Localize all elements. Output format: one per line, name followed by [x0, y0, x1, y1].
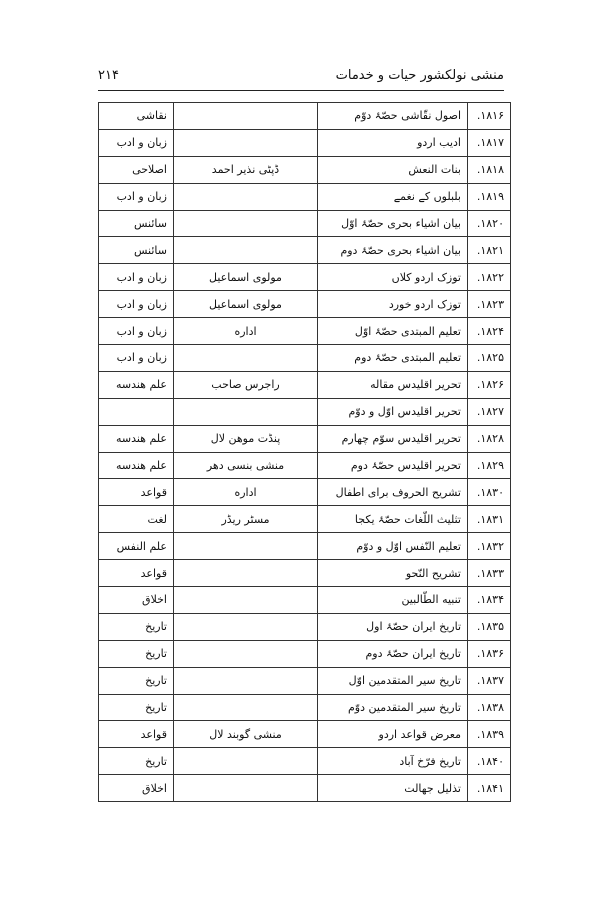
book-title: تاریخ فرّخ آباد	[318, 748, 468, 775]
book-title: تاریخ ایران حصّۂ اول	[318, 613, 468, 640]
table-row	[99, 237, 511, 264]
book-author: مسٹر ریڈر	[174, 506, 318, 533]
table-row	[99, 533, 511, 560]
table-row	[99, 748, 511, 775]
table-row	[99, 210, 511, 237]
entry-number: ۱۸۱۸.	[468, 156, 511, 183]
page-number: ۲۱۴	[98, 67, 119, 83]
book-author: منشی گوبند لال	[174, 721, 318, 748]
book-title: تاریخ ایران حصّۂ دوم	[318, 640, 468, 667]
entry-number: ۱۸۳۵.	[468, 613, 511, 640]
entry-number: ۱۸۲۶.	[468, 371, 511, 398]
entry-number: ۱۸۲۴.	[468, 318, 511, 345]
book-subject: علم النفس	[99, 533, 174, 560]
table-row	[99, 103, 511, 130]
book-author	[174, 694, 318, 721]
entry-number: ۱۸۱۶.	[468, 103, 511, 130]
entry-number: ۱۸۲۱.	[468, 237, 511, 264]
table-row	[99, 345, 511, 372]
book-author: راجرس صاحب	[174, 371, 318, 398]
book-title: اصول نقّاشی حصّۂ دوّم	[318, 103, 468, 130]
table-row	[99, 425, 511, 452]
book-subject: علم هندسه	[99, 425, 174, 452]
book-title: تاریخ سیر المتقدمین اوّل	[318, 667, 468, 694]
table-row	[99, 613, 511, 640]
table-row	[99, 318, 511, 345]
table-row	[99, 587, 511, 614]
book-subject: اخلاق	[99, 587, 174, 614]
book-title: تنبیه الطّالبین	[318, 587, 468, 614]
book-catalog-table	[98, 102, 511, 802]
book-subject: اخلاق	[99, 775, 174, 802]
book-title: تعلیم المبتدی حصّۂ دوم	[318, 345, 468, 372]
book-title: تحریر اقلیدس اوّل و دوّم	[318, 398, 468, 425]
table-row	[99, 667, 511, 694]
book-subject: قواعد	[99, 721, 174, 748]
entry-number: ۱۸۲۷.	[468, 398, 511, 425]
book-title: توزک اردو کلاں	[318, 264, 468, 291]
entry-number: ۱۸۲۲.	[468, 264, 511, 291]
page-header	[98, 64, 504, 86]
book-subject: نقاشی	[99, 103, 174, 130]
entry-number: ۱۸۳۱.	[468, 506, 511, 533]
table-row	[99, 640, 511, 667]
book-title: تشریح الحروف برای اطفال	[318, 479, 468, 506]
book-title: بنات النعش	[318, 156, 468, 183]
entry-number: ۱۸۲۳.	[468, 291, 511, 318]
book-subject: سائنس	[99, 210, 174, 237]
book-author	[174, 237, 318, 264]
table-row	[99, 452, 511, 479]
book-author	[174, 640, 318, 667]
book-subject: تاریخ	[99, 613, 174, 640]
book-title: بیان اشیاء بحری حصّۂ اوّل	[318, 210, 468, 237]
book-title: تحریر اقلیدس سوّم چهارم	[318, 425, 468, 452]
entry-number: ۱۸۳۶.	[468, 640, 511, 667]
book-author	[174, 533, 318, 560]
entry-number: ۱۸۱۷.	[468, 129, 511, 156]
table-row	[99, 183, 511, 210]
entry-number: ۱۸۲۸.	[468, 425, 511, 452]
book-title: معرض قواعد اردو	[318, 721, 468, 748]
table-row	[99, 291, 511, 318]
entry-number: ۱۸۳۹.	[468, 721, 511, 748]
book-author: اداره	[174, 318, 318, 345]
book-subject: تاریخ	[99, 640, 174, 667]
table-row	[99, 775, 511, 802]
book-title: بیان اشیاء بحری حصّۂ دوم	[318, 237, 468, 264]
book-subject: زبان و ادب	[99, 345, 174, 372]
entry-number: ۱۸۴۰.	[468, 748, 511, 775]
header-rule	[98, 90, 504, 91]
table-row	[99, 560, 511, 587]
table-row	[99, 721, 511, 748]
entry-number: ۱۸۳۰.	[468, 479, 511, 506]
table-row	[99, 156, 511, 183]
table-row	[99, 398, 511, 425]
book-author	[174, 748, 318, 775]
book-title: تذلیل جهالت	[318, 775, 468, 802]
book-title: ادیب اردو	[318, 129, 468, 156]
book-author	[174, 775, 318, 802]
book-title: توزک اردو خورد	[318, 291, 468, 318]
table-row	[99, 506, 511, 533]
book-author: ڈپٹی نذیر احمد	[174, 156, 318, 183]
entry-number: ۱۸۳۷.	[468, 667, 511, 694]
book-subject	[99, 398, 174, 425]
book-author	[174, 587, 318, 614]
book-author	[174, 345, 318, 372]
entry-number: ۱۸۳۲.	[468, 533, 511, 560]
book-author: مولوی اسماعیل	[174, 264, 318, 291]
book-subject: تاریخ	[99, 694, 174, 721]
book-author	[174, 560, 318, 587]
book-author	[174, 103, 318, 130]
entry-number: ۱۸۱۹.	[468, 183, 511, 210]
book-title: تثلیث اللّغات حصّۂ یکجا	[318, 506, 468, 533]
book-subject: علم هندسه	[99, 452, 174, 479]
book-subject: زبان و ادب	[99, 318, 174, 345]
book-title: تحریر اقلیدس حصّۂ دوم	[318, 452, 468, 479]
book-author	[174, 183, 318, 210]
book-author: اداره	[174, 479, 318, 506]
book-author	[174, 210, 318, 237]
entry-number: ۱۸۲۹.	[468, 452, 511, 479]
book-author: منشی بنسی دهر	[174, 452, 318, 479]
book-title: بلبلوں کے نغمے	[318, 183, 468, 210]
book-author	[174, 129, 318, 156]
book-title: تعلیم النّفس اوّل و دوّم	[318, 533, 468, 560]
table-row	[99, 264, 511, 291]
running-title: منشی نولکشور حیات و خدمات	[335, 67, 504, 83]
book-subject: زبان و ادب	[99, 291, 174, 318]
book-subject: سائنس	[99, 237, 174, 264]
entry-number: ۱۸۳۴.	[468, 587, 511, 614]
table-row	[99, 371, 511, 398]
book-subject: تاریخ	[99, 667, 174, 694]
book-subject: علم هندسه	[99, 371, 174, 398]
book-author	[174, 398, 318, 425]
book-subject: زبان و ادب	[99, 264, 174, 291]
entry-number: ۱۸۳۳.	[468, 560, 511, 587]
book-author	[174, 613, 318, 640]
book-author: پنڈت موهن لال	[174, 425, 318, 452]
book-author: مولوی اسماعیل	[174, 291, 318, 318]
book-subject: زبان و ادب	[99, 183, 174, 210]
entry-number: ۱۸۴۱.	[468, 775, 511, 802]
catalog-body	[99, 103, 511, 802]
table-row	[99, 694, 511, 721]
entry-number: ۱۸۲۰.	[468, 210, 511, 237]
book-title: تعلیم المبتدی حصّۂ اوّل	[318, 318, 468, 345]
entry-number: ۱۸۲۵.	[468, 345, 511, 372]
book-subject: قواعد	[99, 479, 174, 506]
book-title: تشریح النّحو	[318, 560, 468, 587]
book-subject: زبان و ادب	[99, 129, 174, 156]
entry-number: ۱۸۳۸.	[468, 694, 511, 721]
book-author	[174, 667, 318, 694]
book-subject: لغت	[99, 506, 174, 533]
table-row	[99, 479, 511, 506]
book-subject: تاریخ	[99, 748, 174, 775]
book-title: تحریر اقلیدس مقاله	[318, 371, 468, 398]
book-subject: قواعد	[99, 560, 174, 587]
book-subject: اصلاحی	[99, 156, 174, 183]
table-row	[99, 129, 511, 156]
book-title: تاریخ سیر المتقدمین دوّم	[318, 694, 468, 721]
